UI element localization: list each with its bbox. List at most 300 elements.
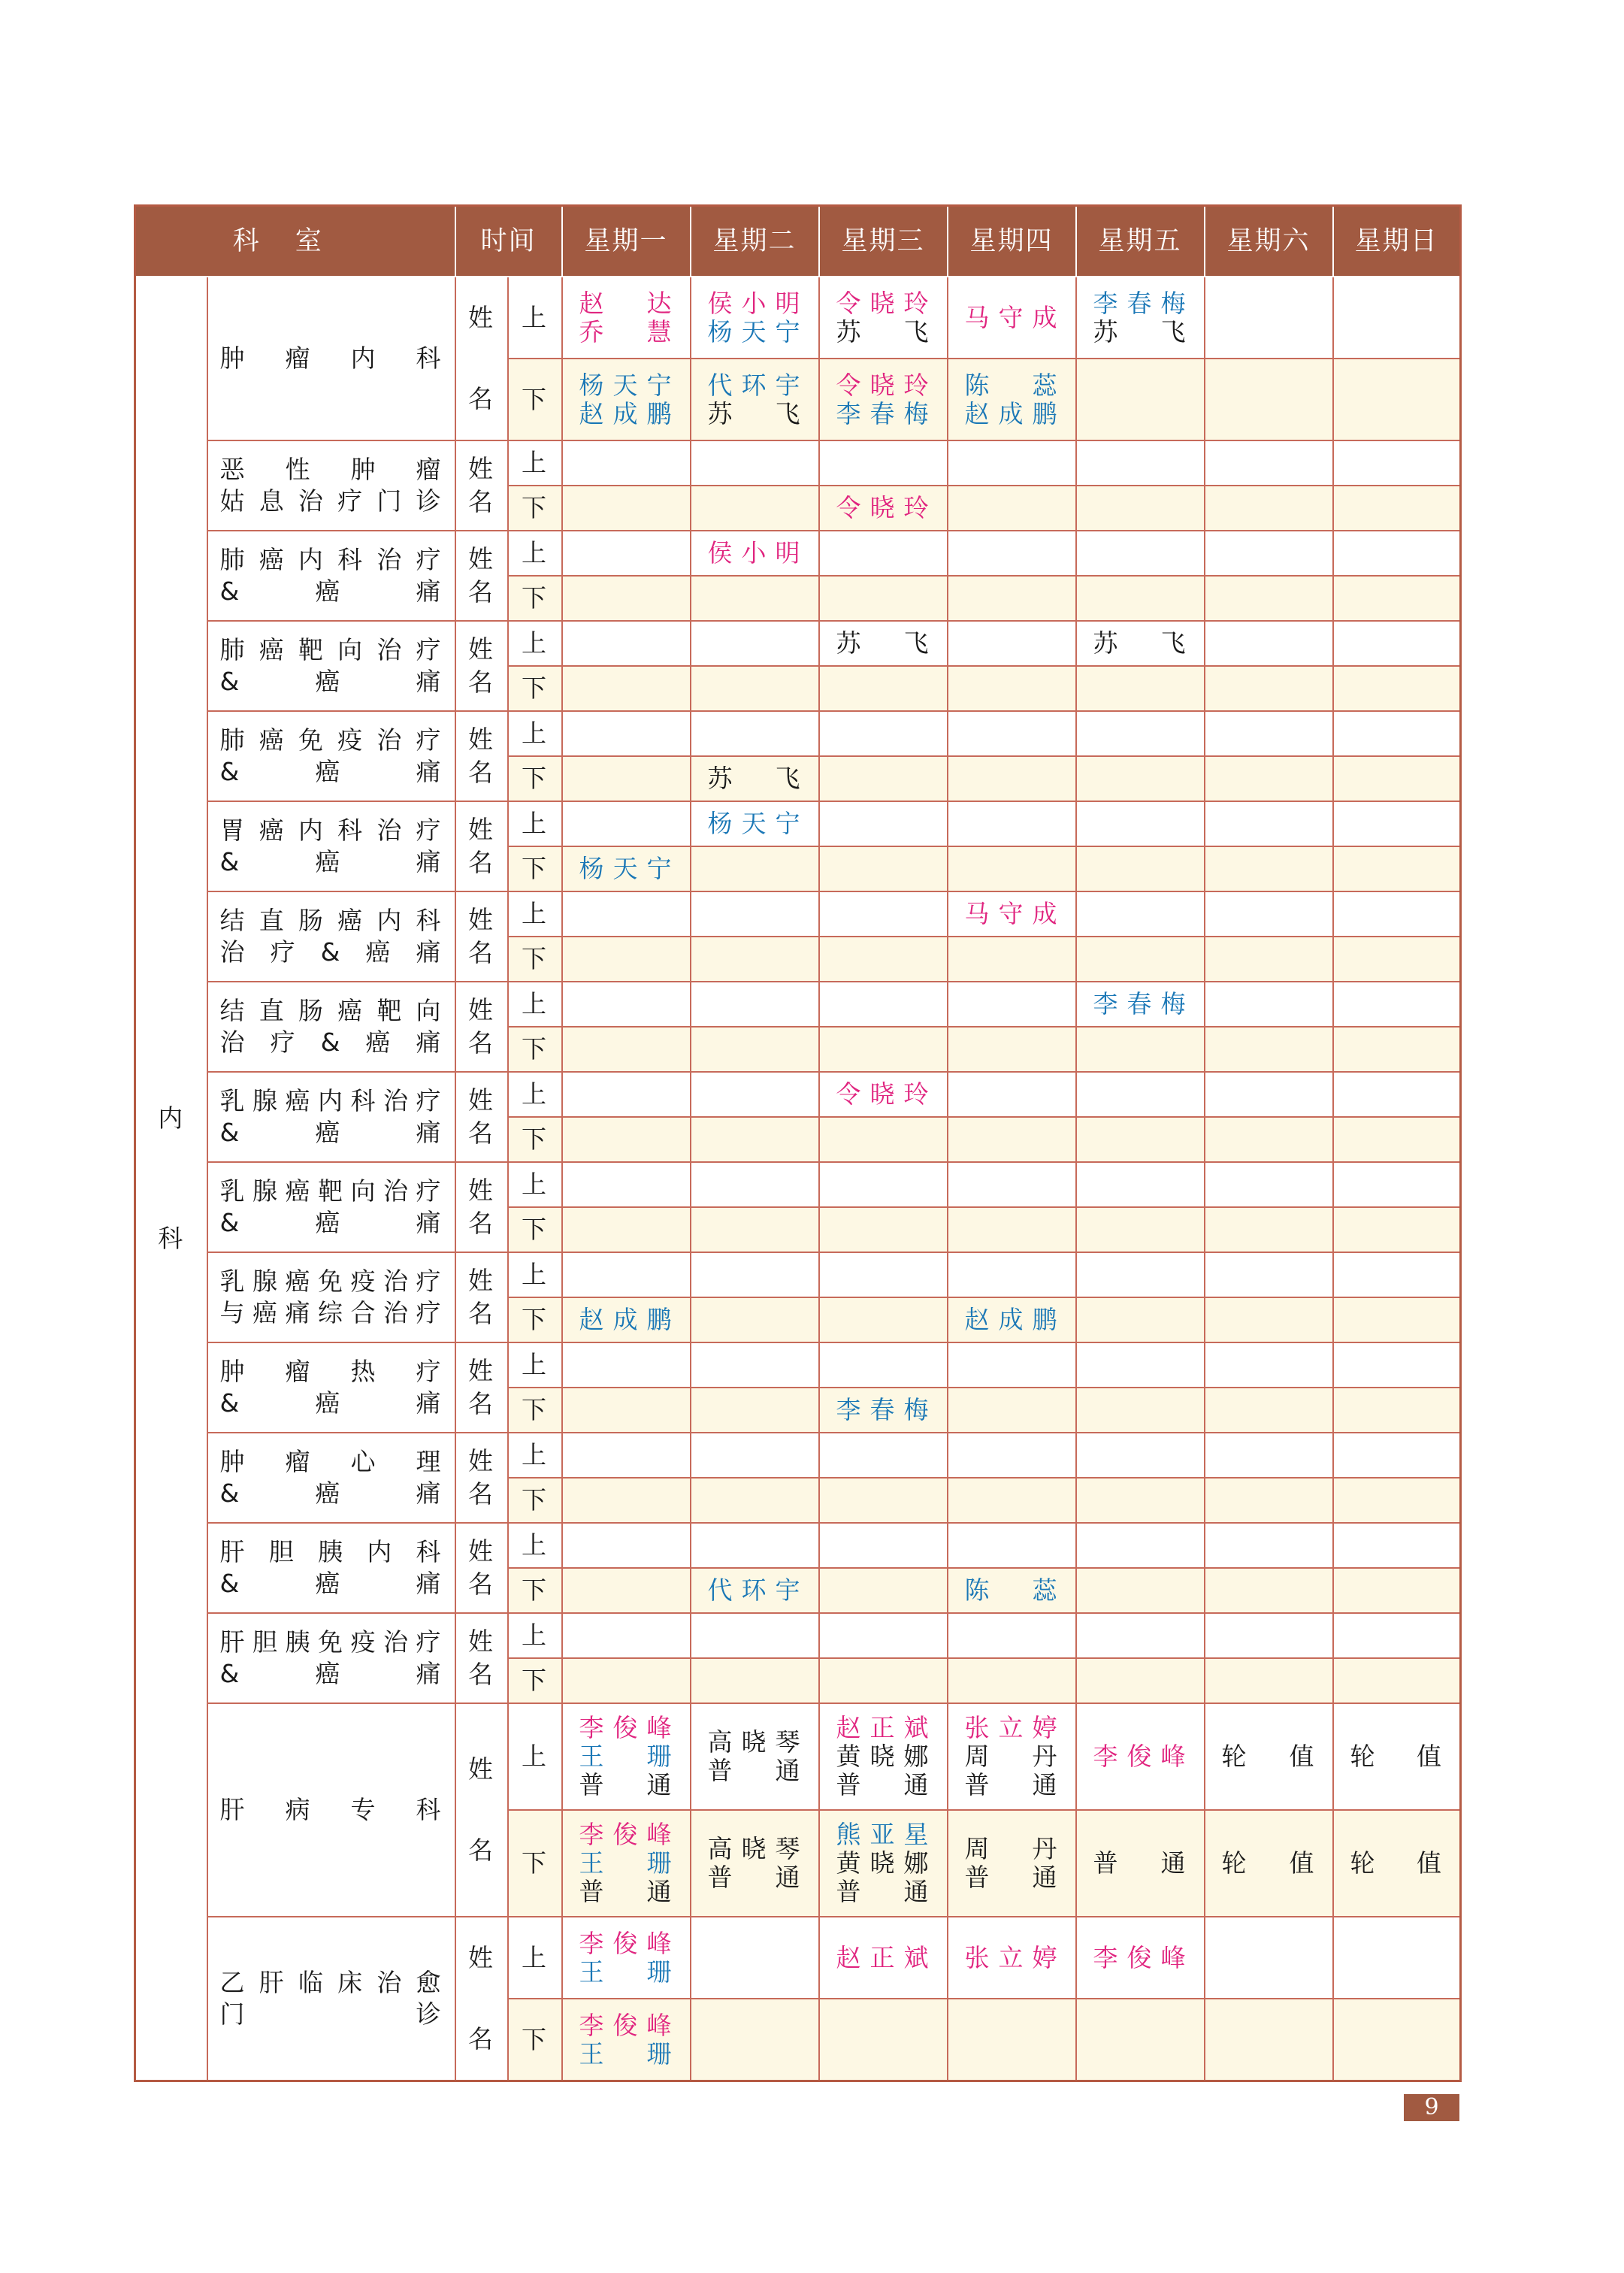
doctor-cell [691,1810,819,1917]
header-row [135,206,1461,277]
name-label-char: 姓 [468,1266,495,1295]
doctor-cell [1076,1162,1205,1207]
doctor-cell [1333,1162,1461,1207]
afternoon-slot: 下 [508,1388,562,1433]
name-label-cell [455,711,508,801]
doctor-cell [1333,1342,1461,1388]
name-label-cell [455,1523,508,1613]
department-name-line: 结 直 肠 癌 靶 向 [219,996,443,1025]
doctor-cell [562,1207,691,1252]
doctor-cell [819,1658,948,1703]
name-label-char: 姓 [468,454,495,483]
name-label-char: 名 [468,938,495,967]
department-name-line: 肿 瘤 内 科 [219,344,443,373]
name-label-cell [455,1342,508,1433]
doctor-cell [1205,982,1333,1027]
doctor-cell [1076,440,1205,486]
doctor-cell [562,846,691,891]
morning-slot: 上 [508,1523,562,1568]
doctor-cell [1333,1478,1461,1523]
department-name-line: & 癌 痛 [219,1388,443,1418]
doctor-cell [948,1568,1076,1613]
afternoon-slot: 下 [508,1999,562,2081]
doctor-cell [562,440,691,486]
header-day: 星期四 [948,206,1076,277]
afternoon-slot: 下 [508,937,562,982]
doctor-cell [1333,1252,1461,1297]
name-label-cell [455,1072,508,1162]
department-name-line: & 癌 痛 [219,1208,443,1237]
schedule-row [135,1613,1461,1658]
doctor-cell [562,576,691,621]
doctor-cell [562,1703,691,1810]
doctor-cell [948,1162,1076,1207]
doctor-cell [1333,982,1461,1027]
doctor-name: 轮 值 [1221,1742,1316,1771]
doctor-cell [819,1478,948,1523]
doctor-cell [562,711,691,756]
doctor-cell [819,486,948,531]
doctor-name: 赵 正 斌 [836,1713,930,1742]
doctor-cell [948,359,1076,440]
doctor-cell [1076,1342,1205,1388]
afternoon-slot: 下 [508,756,562,801]
doctor-cell [948,666,1076,711]
doctor-cell [948,1523,1076,1568]
department-name-line: 乳 腺 癌 靶 向 治 疗 [219,1176,443,1206]
header-day: 星期二 [691,206,819,277]
doctor-cell [948,621,1076,666]
doctor-cell [1076,1703,1205,1810]
doctor-cell [691,1999,819,2081]
doctor-cell [1076,937,1205,982]
doctor-cell [691,937,819,982]
doctor-cell [1076,891,1205,937]
doctor-cell [1076,1117,1205,1162]
name-label-cell [455,440,508,531]
department-name-line: 胃 癌 内 科 治 疗 [219,816,443,845]
schedule-row [135,440,1461,486]
department-name-line: 治 疗 & 癌 痛 [219,937,443,967]
doctor-cell [562,1297,691,1342]
afternoon-slot: 下 [508,1297,562,1342]
doctor-cell [1333,1917,1461,1999]
doctor-cell [819,937,948,982]
doctor-name: 杨 天 宁 [707,316,802,347]
doctor-name: 赵 正 斌 [836,1942,930,1972]
doctor-cell [948,531,1076,576]
doctor-cell [1333,1388,1461,1433]
doctor-name: 普 通 [707,1756,802,1785]
doctor-cell [1205,486,1333,531]
doctor-name: 普 通 [836,1770,930,1799]
doctor-cell [1205,711,1333,756]
doctor-cell [1076,359,1205,440]
doctor-name: 杨 天 宁 [579,854,673,883]
department-name-line: 肿 瘤 心 理 [219,1447,443,1476]
doctor-name: 普 通 [964,1770,1059,1799]
doctor-cell [948,801,1076,846]
doctor-cell [562,1478,691,1523]
doctor-cell [948,277,1076,359]
name-label-char: 姓 [468,1627,495,1656]
doctor-cell [1333,1297,1461,1342]
doctor-cell [1205,440,1333,486]
doctor-cell [1076,1917,1205,1999]
doctor-cell [819,801,948,846]
name-label-char: 名 [468,667,495,697]
doctor-cell [1076,621,1205,666]
doctor-cell [819,1297,948,1342]
doctor-cell [1205,1999,1333,2081]
doctor-cell [819,1523,948,1568]
department-name-line: 姑 息 治 疗 门 诊 [219,486,443,516]
doctor-cell [1333,801,1461,846]
name-label-cell [455,891,508,982]
doctor-cell [1205,621,1333,666]
department-name [207,1523,455,1613]
department-name-line: 肿 瘤 热 疗 [219,1357,443,1386]
name-label-char: 姓 [468,1176,495,1205]
doctor-cell [819,1388,948,1433]
name-label-char: 姓 [468,634,495,664]
doctor-cell [1205,1523,1333,1568]
name-label-char: 名 [468,758,495,787]
schedule-row [135,801,1461,846]
doctor-cell [1076,1810,1205,1917]
doctor-cell [691,1703,819,1810]
doctor-cell [1205,1703,1333,1810]
name-label-char: 姓 [468,303,495,332]
doctor-cell [819,891,948,937]
department-name [207,621,455,711]
afternoon-slot: 下 [508,846,562,891]
name-label-cell [455,1613,508,1703]
name-label-char: 名 [468,1118,495,1148]
header-day: 星期六 [1205,206,1333,277]
doctor-name: 李 俊 峰 [1093,1742,1187,1771]
doctor-cell [1205,1027,1333,1072]
doctor-cell [1076,846,1205,891]
afternoon-slot: 下 [508,1810,562,1917]
doctor-cell [1076,531,1205,576]
category-cell [135,277,207,2081]
schedule-row [135,1342,1461,1388]
doctor-cell [948,1117,1076,1162]
doctor-cell [1076,1388,1205,1433]
schedule-row [135,1917,1461,1999]
morning-slot: 上 [508,1342,562,1388]
department-name [207,1917,455,2081]
doctor-cell [1076,756,1205,801]
doctor-cell [562,756,691,801]
doctor-cell [948,576,1076,621]
name-label-char: 姓 [468,1085,495,1115]
doctor-cell [1076,982,1205,1027]
doctor-cell [819,621,948,666]
doctor-name: 赵 成 鹏 [964,398,1059,428]
doctor-name: 苏 飞 [707,398,802,428]
doctor-cell [691,486,819,531]
doctor-cell [1333,621,1461,666]
doctor-cell [1205,1207,1333,1252]
doctor-cell [562,1072,691,1117]
doctor-cell [1333,1703,1461,1810]
doctor-cell [691,1433,819,1478]
schedule-row [135,891,1461,937]
doctor-cell [562,1388,691,1433]
doctor-cell [562,1613,691,1658]
name-label-cell [455,801,508,891]
department-name-line: & 癌 痛 [219,757,443,786]
department-name-line: 肝 胆 胰 免 疫 治 疗 [219,1627,443,1657]
name-label-char: 姓 [468,1356,495,1385]
doctor-name: 李 俊 峰 [579,2010,673,2040]
doctor-cell [1333,846,1461,891]
doctor-cell [1205,576,1333,621]
doctor-cell [948,846,1076,891]
doctor-cell [691,1072,819,1117]
doctor-cell [1333,1568,1461,1613]
name-label-char: 名 [468,1479,495,1509]
doctor-cell [1333,1072,1461,1117]
doctor-cell [948,1810,1076,1917]
department-name [207,531,455,621]
doctor-cell [1205,1658,1333,1703]
doctor-name: 乔 慧 [579,316,673,347]
doctor-cell [1076,1568,1205,1613]
department-name-line: 肺 癌 内 科 治 疗 [219,545,443,574]
schedule-row [135,277,1461,359]
doctor-name: 张 立 婷 [964,1942,1059,1972]
doctor-cell [948,1072,1076,1117]
doctor-name: 李 春 梅 [1093,288,1187,318]
doctor-name: 高 晓 琴 [707,1834,802,1863]
header-day: 星期一 [562,206,691,277]
schedule-row [135,1252,1461,1297]
department-name [207,891,455,982]
morning-slot: 上 [508,1433,562,1478]
department-name-line: 乙 肝 临 床 治 愈 [219,1968,443,1997]
name-label-cell [455,621,508,711]
name-label-char: 名 [468,848,495,877]
morning-slot: 上 [508,1252,562,1297]
doctor-name: 熊 亚 星 [836,1820,930,1849]
doctor-cell [562,891,691,937]
doctor-name: 轮 值 [1350,1848,1444,1878]
doctor-cell [1205,359,1333,440]
morning-slot: 上 [508,891,562,937]
doctor-name: 黄 晓 娜 [836,1848,930,1878]
doctor-name: 杨 天 宁 [579,370,673,400]
doctor-cell [562,1252,691,1297]
page-number: 9 [1404,2094,1459,2121]
doctor-cell [819,1917,948,1999]
doctor-cell [691,1917,819,1999]
doctor-name: 周 丹 [964,1834,1059,1863]
name-label-char: 名 [468,1836,495,1865]
doctor-cell [1076,1999,1205,2081]
doctor-cell [948,1388,1076,1433]
doctor-name: 王 珊 [579,1848,673,1878]
doctor-cell [948,1433,1076,1478]
department-name [207,1433,455,1523]
doctor-cell [1333,531,1461,576]
doctor-name: 李 俊 峰 [579,1820,673,1849]
morning-slot: 上 [508,277,562,359]
doctor-cell [691,982,819,1027]
doctor-name: 普 通 [836,1877,930,1906]
doctor-name: 轮 值 [1221,1848,1316,1878]
doctor-cell [819,982,948,1027]
doctor-cell [948,1297,1076,1342]
department-name [207,982,455,1072]
schedule-row [135,1703,1461,1810]
schedule-row [135,531,1461,576]
department-name [207,1342,455,1433]
doctor-cell [819,1613,948,1658]
doctor-cell [562,666,691,711]
doctor-cell [1076,1523,1205,1568]
doctor-cell [1205,1917,1333,1999]
department-name [207,801,455,891]
department-name-line: 肺 癌 免 疫 治 疗 [219,725,443,755]
doctor-cell [948,1027,1076,1072]
doctor-cell [819,1207,948,1252]
name-label-char: 姓 [468,1943,495,1972]
name-label-char: 姓 [468,1446,495,1475]
doctor-name: 高 晓 琴 [707,1727,802,1757]
doctor-cell [819,711,948,756]
doctor-cell [819,1342,948,1388]
doctor-cell [562,1658,691,1703]
doctor-name: 赵 成 鹏 [579,398,673,428]
schedule-row [135,1523,1461,1568]
doctor-cell [819,531,948,576]
morning-slot: 上 [508,531,562,576]
doctor-cell [819,1810,948,1917]
doctor-name: 普 通 [579,1770,673,1799]
department-name-line: & 癌 痛 [219,1479,443,1508]
doctor-name: 陈 蕊 [964,1575,1059,1605]
doctor-name: 侯 小 明 [707,538,802,567]
doctor-cell [948,937,1076,982]
doctor-name: 李 俊 峰 [579,1928,673,1958]
doctor-cell [819,359,948,440]
doctor-cell [691,1523,819,1568]
doctor-cell [1333,711,1461,756]
doctor-cell [691,1613,819,1658]
morning-slot: 上 [508,711,562,756]
doctor-cell [562,359,691,440]
doctor-cell [1205,1568,1333,1613]
doctor-name: 张 立 婷 [964,1713,1059,1742]
doctor-cell [1205,1342,1333,1388]
doctor-name: 令 晓 玲 [836,288,930,318]
doctor-name: 苏 飞 [836,316,930,347]
doctor-name: 李 俊 峰 [1093,1942,1187,1972]
doctor-cell [819,1703,948,1810]
doctor-cell [691,1568,819,1613]
header-dept: 科室 [135,206,455,277]
doctor-cell [948,891,1076,937]
doctor-cell [691,1252,819,1297]
department-name-line: 恶 性 肿 瘤 [219,455,443,484]
doctor-name: 李 春 梅 [836,398,930,428]
doctor-cell [1333,891,1461,937]
doctor-cell [691,621,819,666]
doctor-cell [819,1117,948,1162]
doctor-cell [1076,711,1205,756]
name-label-cell [455,277,508,440]
department-name [207,1613,455,1703]
doctor-cell [1205,1252,1333,1297]
doctor-name: 苏 飞 [1093,628,1187,658]
doctor-cell [691,359,819,440]
doctor-cell [562,1568,691,1613]
name-label-cell [455,1433,508,1523]
doctor-cell [1076,576,1205,621]
name-label-char: 名 [468,1028,495,1058]
doctor-cell [1076,1433,1205,1478]
doctor-name: 苏 飞 [707,764,802,793]
doctor-cell [1076,1478,1205,1523]
doctor-cell [1205,1478,1333,1523]
doctor-cell [1333,1027,1461,1072]
name-label-cell [455,1703,508,1917]
schedule-table [134,204,1462,2082]
doctor-cell [1076,1297,1205,1342]
doctor-cell [691,1027,819,1072]
doctor-cell [1333,576,1461,621]
name-label-char: 名 [468,1389,495,1418]
doctor-name: 赵 达 [579,288,673,318]
doctor-name: 苏 飞 [836,628,930,658]
category-char: 科 [158,1224,185,1253]
name-label-cell [455,1917,508,2081]
doctor-cell [691,1162,819,1207]
department-name-line: 乳 腺 癌 内 科 治 疗 [219,1086,443,1115]
doctor-cell [562,982,691,1027]
doctor-cell [1076,1072,1205,1117]
department-name-line: 肝 病 专 科 [219,1795,443,1824]
department-name-line: 门 诊 [219,1999,443,2029]
doctor-name: 马 守 成 [964,899,1059,928]
doctor-cell [691,1658,819,1703]
doctor-cell [1333,277,1461,359]
department-name [207,440,455,531]
doctor-cell [1333,666,1461,711]
schedule-row [135,711,1461,756]
doctor-cell [819,756,948,801]
header-day: 星期三 [819,206,948,277]
department-name-line: & 癌 痛 [219,1118,443,1147]
afternoon-slot: 下 [508,486,562,531]
morning-slot: 上 [508,1072,562,1117]
department-name-line: 肝 胆 胰 内 科 [219,1537,443,1566]
doctor-cell [1333,1523,1461,1568]
doctor-cell [1205,891,1333,937]
header-day: 星期日 [1333,206,1461,277]
morning-slot: 上 [508,1703,562,1810]
doctor-name: 侯 小 明 [707,288,802,318]
doctor-cell [1205,666,1333,711]
department-name-line: 结 直 肠 癌 内 科 [219,906,443,935]
doctor-cell [562,1027,691,1072]
doctor-cell [948,440,1076,486]
doctor-cell [1205,1613,1333,1658]
name-label-char: 姓 [468,544,495,574]
